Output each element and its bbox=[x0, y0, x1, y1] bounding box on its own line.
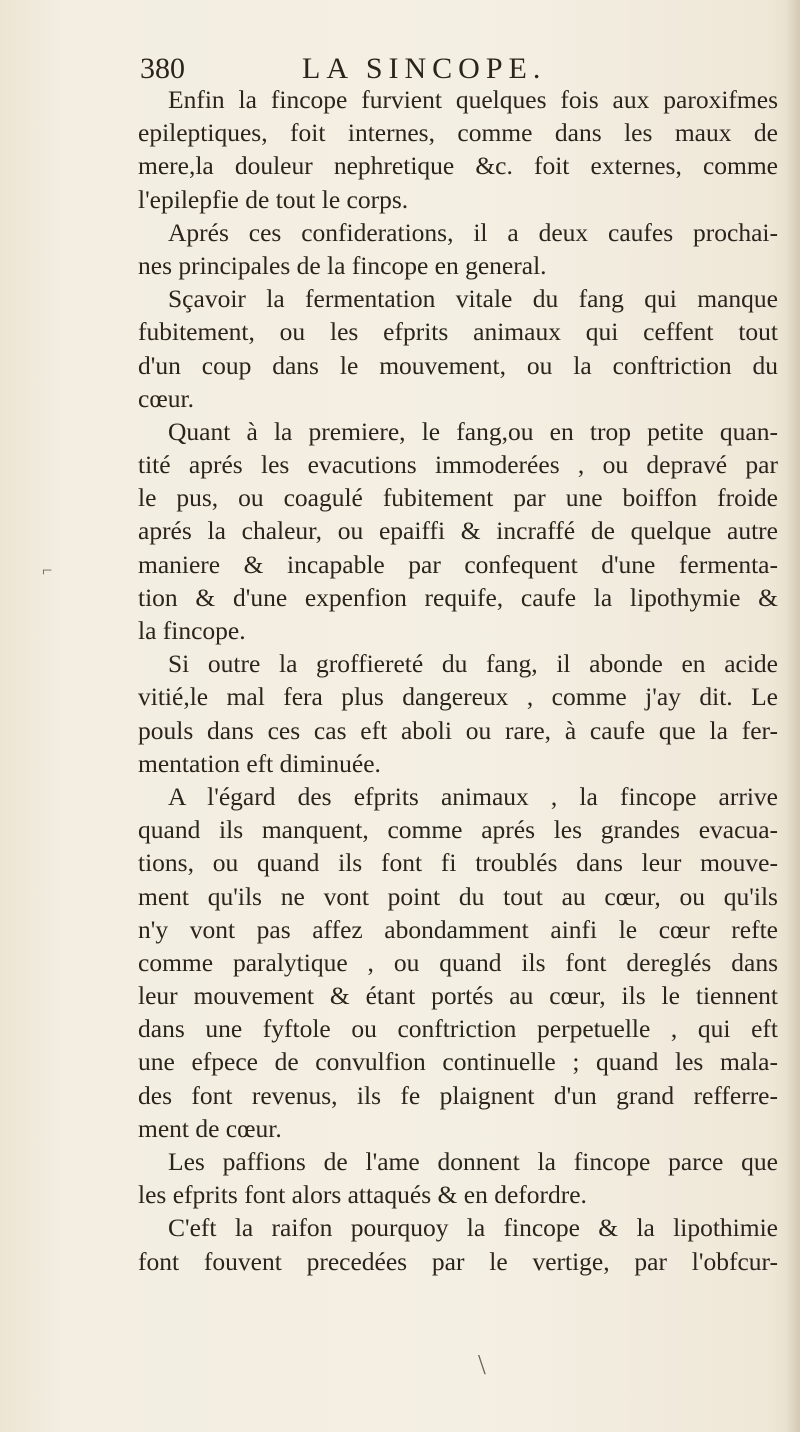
text-line: C'eft la raifon pourquoy la fincope & la lipothimie bbox=[168, 1213, 778, 1243]
text-line: n'y vont pas affez abondamment ainfi le cœur refte bbox=[138, 914, 778, 944]
text-line: maniere & incapable par confequent d'une fermenta- bbox=[138, 549, 778, 579]
body-text bbox=[138, 83, 778, 1278]
text-line: les efprits font alors attaqués & en defordre. bbox=[138, 1180, 587, 1210]
page-number: 380 bbox=[140, 52, 185, 85]
text-line: ment qu'ils ne vont point du tout au cœur, ou qu'ils bbox=[138, 881, 778, 911]
text-line: tions, ou quand ils font fi troublés dans leur mouve- bbox=[138, 848, 778, 878]
text-line: mere,la douleur nephretique &c. foit externes, comme bbox=[138, 151, 778, 181]
text-line: Aprés ces confiderations, il a deux caufes prochai- bbox=[168, 217, 778, 247]
text-line: cœur. bbox=[138, 383, 194, 413]
text-line: la fincope. bbox=[138, 616, 246, 645]
text-line: le pus, ou coagulé fubitement par une boiffon froide bbox=[138, 483, 778, 513]
text-line: nes principales de la fincope en general. bbox=[138, 250, 547, 280]
text-line: comme paralytique , ou quand ils font dereglés dans bbox=[138, 947, 778, 977]
text-line: une efpece de convulfion continuelle ; quand les mala- bbox=[138, 1047, 778, 1077]
text-line: font fouvent precedées par le vertige, par l'obfcur- bbox=[138, 1246, 778, 1276]
text-line: tion & d'une expenfion requife, caufe la lipothymie & bbox=[138, 582, 778, 612]
text-line: pouls dans ces cas eft aboli ou rare, à caufe que la fer- bbox=[138, 715, 778, 745]
margin-mark: ⌐ bbox=[42, 560, 53, 580]
text-line: tité aprés les evacutions immoderées , ou depravé par bbox=[138, 450, 778, 480]
text-line: quand ils manquent, comme aprés les grandes evacua- bbox=[138, 815, 778, 845]
text-line: des font revenus, ils fe plaignent d'un grand refferre- bbox=[138, 1080, 778, 1110]
text-line: epileptiques, foit internes, comme dans les maux de bbox=[138, 118, 778, 148]
text-line: Enfin la fincope furvient quelques fois aux paroxifmes bbox=[168, 85, 778, 114]
page-edge-shadow bbox=[786, 0, 800, 1432]
text-line: fubitement, ou les efprits animaux qui ceffent tout bbox=[138, 317, 778, 347]
ink-mark: \ bbox=[478, 1350, 486, 1381]
text-line: dans une fyftole ou conftriction perpetuelle , qui eft bbox=[138, 1014, 778, 1044]
text-line: leur mouvement & étant portés au cœur, ils le tiennent bbox=[138, 981, 778, 1011]
text-line: mentation eft diminuée. bbox=[138, 748, 381, 778]
text-line: Les paffions de l'ame donnent la fincope parce que bbox=[168, 1147, 778, 1176]
text-line: d'un coup dans le mouvement, ou la conftriction du bbox=[138, 350, 778, 380]
text-line: A l'égard des efprits animaux , la fincope arrive bbox=[168, 781, 778, 811]
text-line: aprés la chaleur, ou epaiffi & incraffé de quelque autre bbox=[138, 516, 778, 546]
text-line: Si outre la groffiereté du fang, il abonde en acide bbox=[168, 649, 778, 679]
text-line: Quant à la premiere, le fang,ou en trop petite quan- bbox=[168, 416, 778, 446]
running-head: LA SINCOPE. bbox=[302, 52, 547, 85]
text-line: vitié,le mal fera plus dangereux , comme j'ay dit. Le bbox=[138, 682, 778, 712]
text-line: Sçavoir la fermentation vitale du fang qui manque bbox=[168, 284, 778, 314]
text-line: ment de cœur. bbox=[138, 1113, 282, 1143]
text-line: l'epilepfie de tout le corps. bbox=[138, 184, 409, 214]
